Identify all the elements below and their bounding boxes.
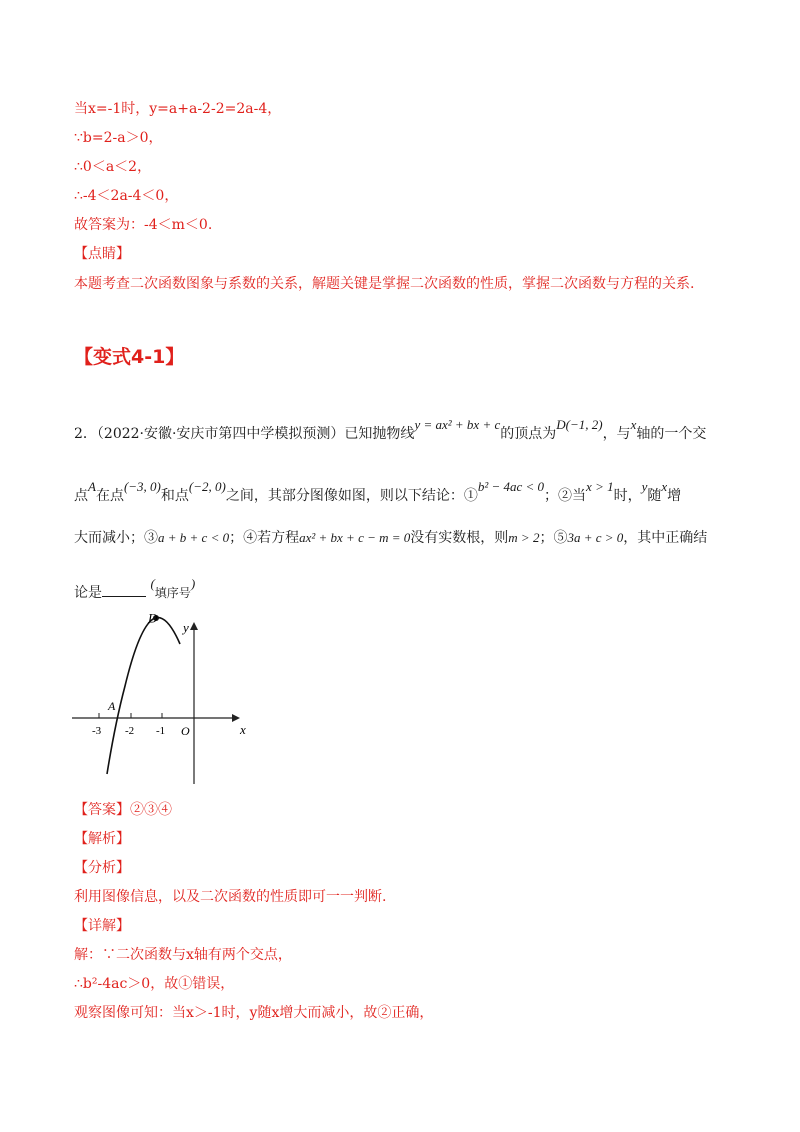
tick-label-minus1: -1: [156, 725, 166, 737]
solution-line-3: ∴0＜a＜2，: [74, 159, 152, 175]
conclusion-5: 3a + c > 0: [567, 530, 624, 545]
answer-line: 【答案】②③④: [74, 802, 172, 818]
solution-line-1: 当x=-1时，y=a+a-2-2=2a-4，: [74, 101, 282, 117]
analysis-tag: 【解析】: [74, 831, 130, 847]
solution-line-2: ∵b=2-a＞0，: [74, 130, 163, 146]
x-axis-arrow: [232, 714, 240, 722]
q2-f: 时，: [613, 488, 642, 504]
detail-line-1: 解：∵二次函数与x轴有两个交点，: [74, 947, 292, 963]
label-a: A: [108, 699, 116, 713]
conclusion-2: x > 1: [586, 479, 614, 494]
question-line-1: [74, 417, 707, 444]
point-minus3: (−3, 0): [123, 479, 161, 494]
tick-label-minus3: -3: [92, 725, 102, 737]
q2-b: 在点: [95, 488, 124, 504]
q2-h: 增: [667, 488, 682, 504]
point-minus2: (−2, 0): [188, 479, 226, 494]
question-prefix: 2．（2022·安徽·安庆市第四中学模拟预测）已知抛物线: [74, 426, 415, 442]
q2-c: 和点: [160, 488, 189, 504]
y-axis-arrow: [190, 622, 198, 630]
solution-line-5: 故答案为：-4＜m＜0.: [74, 217, 213, 233]
conclusion-4-m: m > 2: [508, 530, 540, 545]
vertex-text: 的顶点为: [500, 426, 557, 442]
point-a-label: A: [88, 479, 96, 494]
parabola-formula: y = ax² + bx + c: [414, 417, 501, 432]
axis-tail: 轴的一个交: [636, 426, 707, 442]
label-y: y: [183, 620, 189, 635]
label-d: D: [148, 614, 158, 626]
detail-line-2: ∴b²-4ac＞0，故①错误，: [74, 976, 235, 992]
answer-blank: [102, 582, 146, 597]
q3-d: ；⑤: [539, 530, 568, 546]
vertex-coord: D(−1, 2): [556, 417, 603, 432]
conclusion-4: ax² + bx + c − m = 0: [299, 530, 411, 545]
conclusion-2-y: y: [641, 479, 648, 494]
variant-heading: 【变式4-1】: [74, 346, 185, 368]
comment-tag: 【点睛】: [74, 246, 130, 262]
conclusion-2-x: x: [661, 479, 668, 494]
q2-a: 点: [74, 488, 88, 504]
fill-hint: 填序号: [154, 586, 191, 600]
q2-e: ；②当: [544, 488, 587, 504]
fenxi-tag: 【分析】: [74, 860, 130, 876]
conclusion-1: b² − 4ac < 0: [477, 479, 545, 494]
label-x: x: [240, 722, 246, 737]
q3-c: 没有实数根，则: [410, 530, 509, 546]
tick-label-minus2: -2: [125, 725, 135, 737]
q2-g: 随: [647, 488, 662, 504]
q4-a: 论是: [74, 585, 102, 601]
solution-line-4: ∴-4＜2a-4＜0，: [74, 188, 179, 204]
parabola-curve: [107, 618, 180, 774]
fenxi-text: 利用图像信息，以及二次函数的性质即可一一判断.: [74, 889, 387, 905]
q3-e: ，其中正确结: [623, 530, 708, 546]
detail-tag: 【详解】: [74, 918, 130, 934]
question-line-3: [74, 528, 707, 548]
paren-left: (: [150, 576, 155, 591]
axis-var: x: [630, 417, 637, 432]
conclusion-3: a + b + c < 0: [158, 530, 230, 545]
parabola-graph: [70, 614, 260, 789]
question-line-2: [74, 479, 682, 506]
comment-text: 本题考查二次函数图象与系数的关系，解题关键是掌握二次函数的性质，掌握二次函数与方程的关系.: [74, 276, 695, 292]
axis-text: ，与: [602, 426, 631, 442]
detail-line-3: 观察图像可知：当x＞-1时，y随x增大而减小，故②正确，: [74, 1005, 434, 1021]
label-o: O: [181, 724, 190, 738]
q2-d: 之间，其部分图像如图，则以下结论：①: [225, 488, 478, 504]
q3-a: 大而减小；③: [74, 530, 158, 546]
question-line-4: [74, 576, 196, 603]
paren-right: ): [190, 576, 196, 591]
q3-b: ；④若方程: [229, 530, 300, 546]
